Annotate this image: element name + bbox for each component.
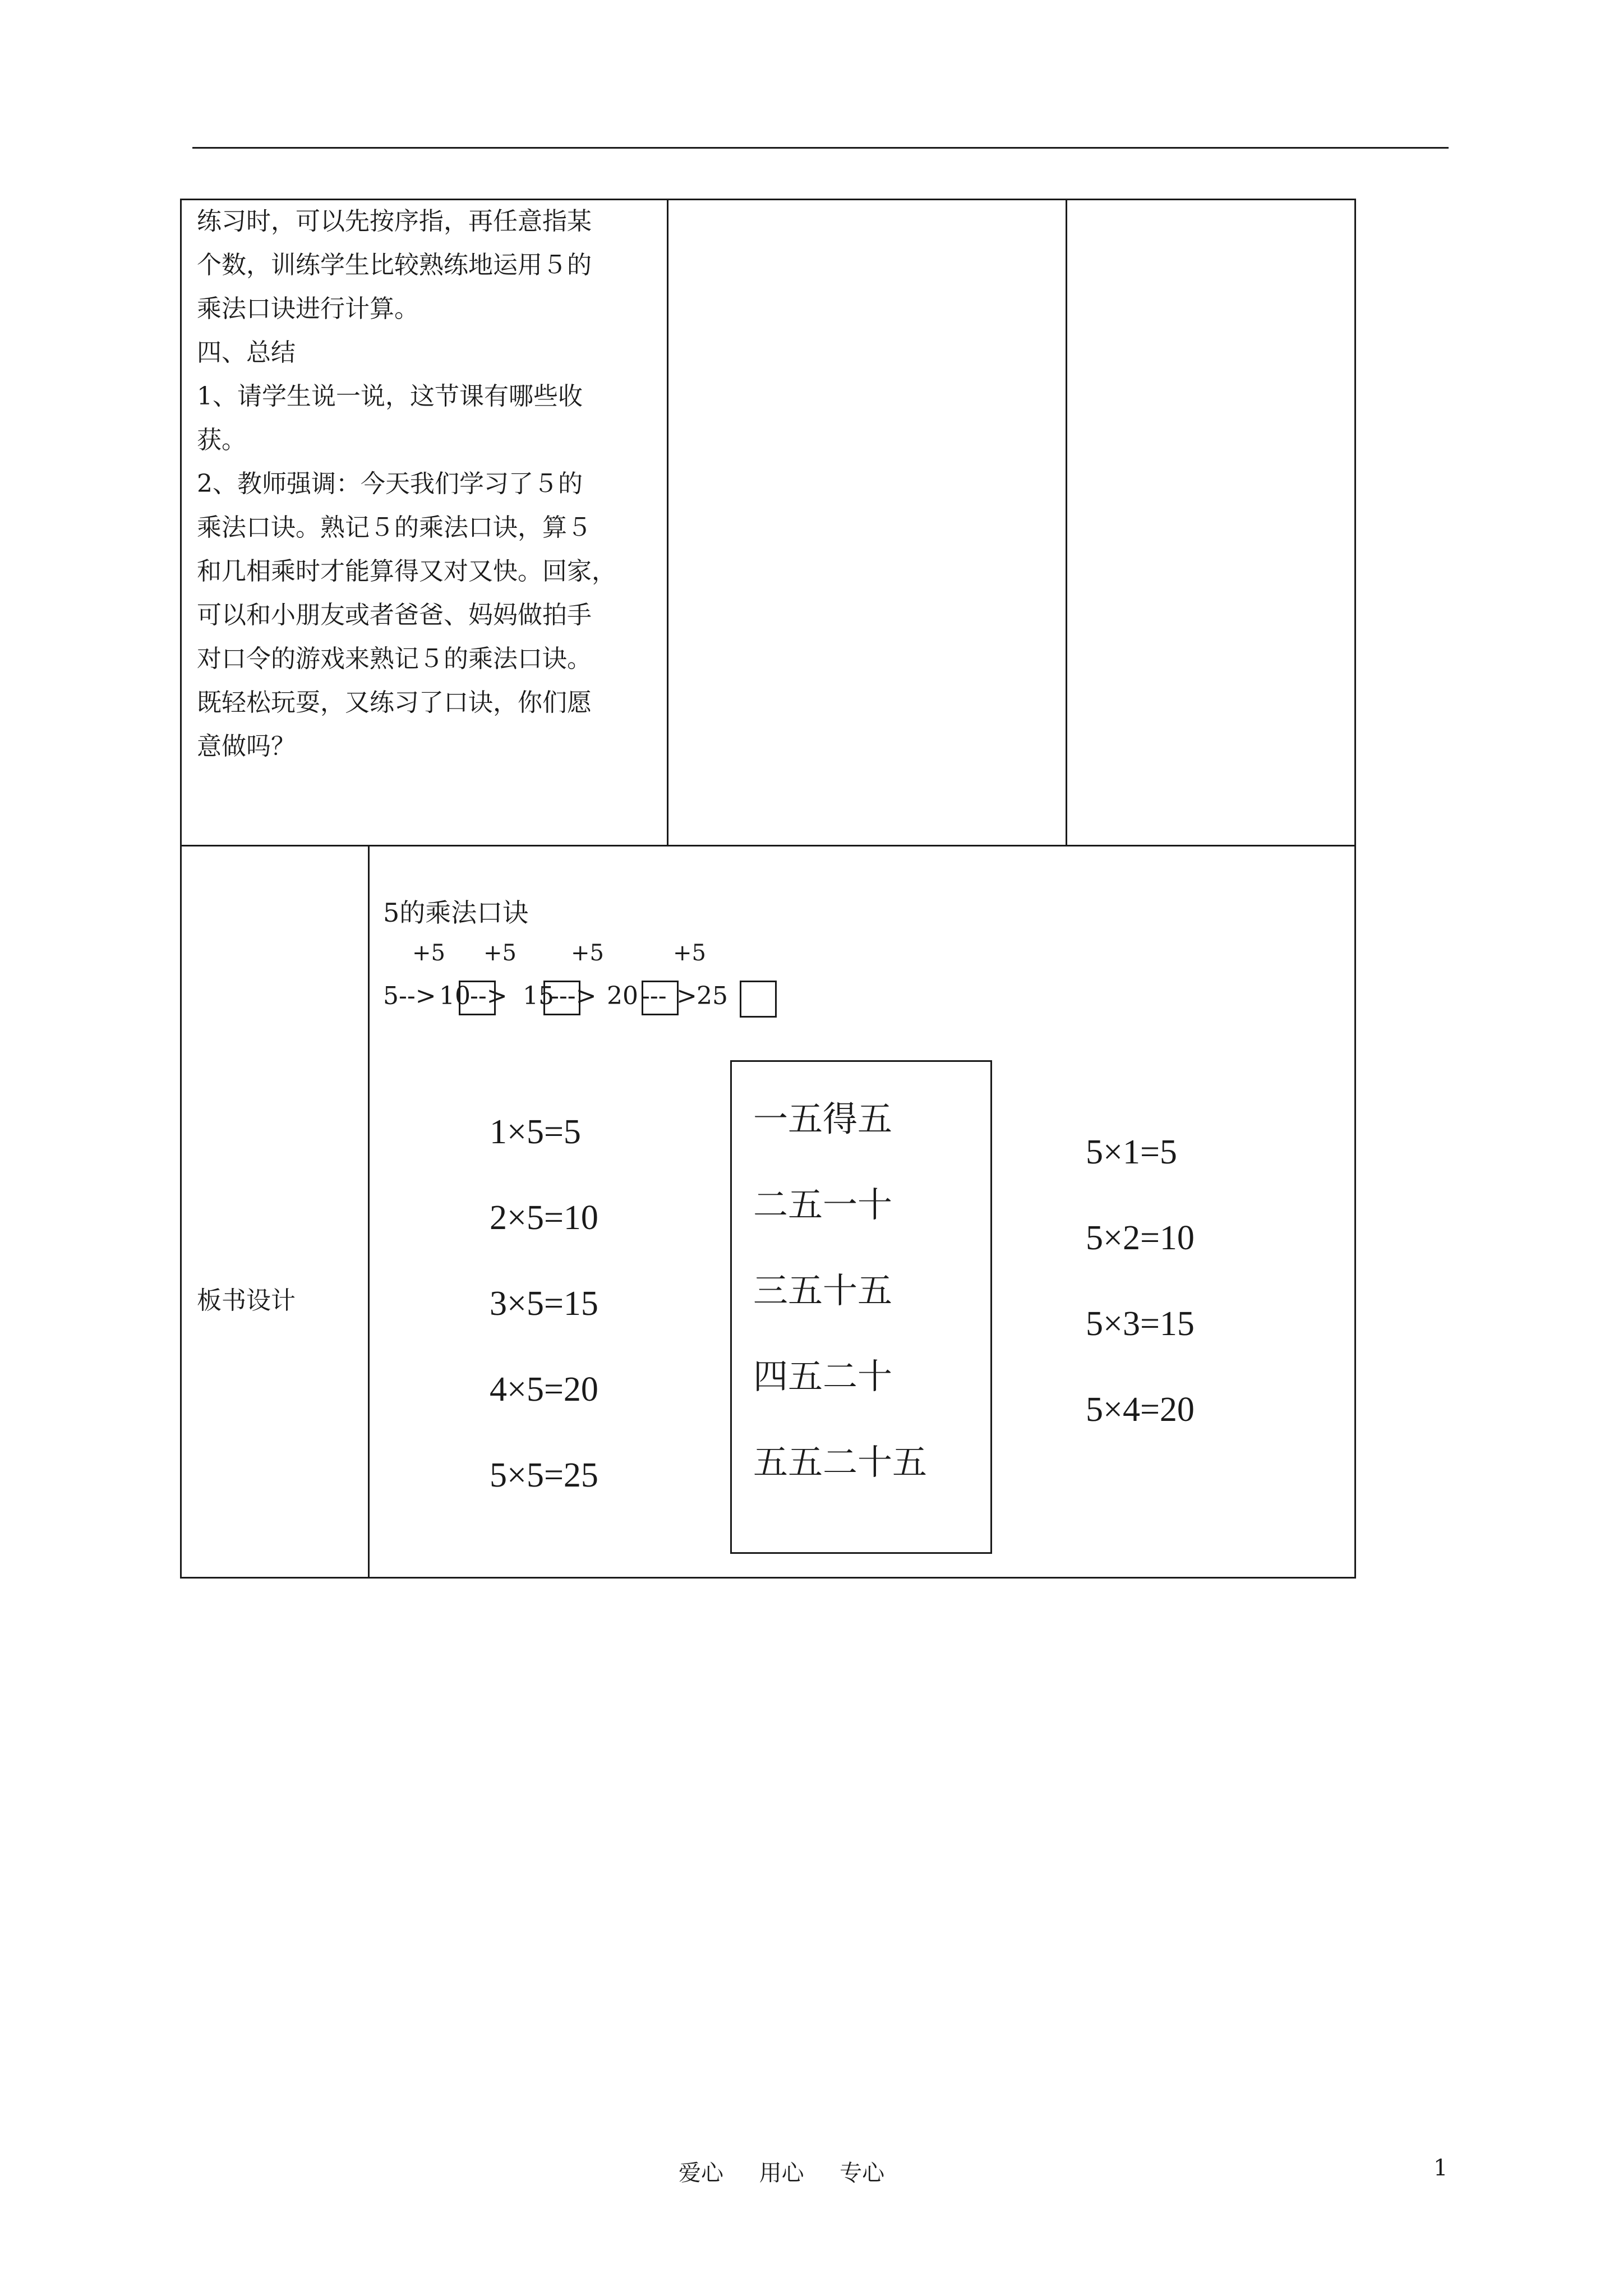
plus-label: +5 [483,940,517,966]
table-col-divider-1 [667,199,668,846]
table-col-divider-2 [1066,199,1067,846]
lesson-line: 意做吗？ [197,732,296,761]
equation: 2×5=10 [490,1199,598,1237]
plus-label: +5 [412,940,445,966]
lesson-line: 对口令的游戏来熟记５的乘法口诀。 [197,645,592,673]
lesson-line: 乘法口诀。熟记５的乘法口诀，算５ [197,513,592,542]
lesson-line: 可以和小朋友或者爸爸、妈妈做拍手 [197,601,592,629]
footer-motto: 爱心 用心 专心 [679,2160,885,2186]
table-border-right [1354,199,1356,1579]
board-row-label: 板书设计 [197,1286,296,1315]
rhyme-line: 一五得五 [753,1098,893,1139]
lesson-line: 个数，训练学生比较熟练地运用５的 [197,251,592,279]
lesson-line: 1、请学生说一说，这节课有哪些收 [197,382,583,411]
blank-box [543,981,580,1015]
lesson-line: 和几相乘时才能算得又对又快。回家， [197,557,616,586]
equation: 5×2=10 [1086,1219,1195,1257]
rhyme-line: 四五二十 [753,1356,893,1397]
equation: 1×5=5 [490,1113,581,1151]
blank-box [642,981,679,1015]
sequence-part: > [676,982,697,1010]
sequence-part: 10 [439,982,471,1010]
sequence-part: --- [642,982,667,1010]
plus-label: +5 [571,940,604,966]
blank-box [459,981,496,1015]
sequence-part: 20 [607,982,638,1010]
sequence-part: 25 [697,982,728,1010]
table-border-mid [180,845,1356,846]
sequence-part: 5--> [383,982,436,1010]
equation: 5×5=25 [490,1456,598,1494]
equation: 3×5=15 [490,1285,598,1323]
table-border-bottom [180,1577,1356,1579]
rhyme-line: 五五二十五 [753,1442,928,1483]
page-number: 1 [1433,2155,1448,2181]
table-col-divider-board [368,845,370,1578]
lesson-line: 既轻松玩耍，又练习了口诀，你们愿 [197,688,592,717]
equation: 4×5=20 [490,1370,598,1409]
blank-box [740,981,777,1018]
lesson-line: 乘法口诀进行计算。 [197,295,419,323]
lesson-line: 2、教师强调：今天我们学习了５的 [197,470,583,498]
board-title: 5的乘法口诀 [383,898,529,928]
rhyme-line: 三五十五 [753,1270,893,1311]
equation: 5×3=15 [1086,1305,1195,1343]
sequence-part: --> [470,982,508,1010]
lesson-line: 练习时，可以先按序指，再任意指某 [197,207,592,236]
header-rule [192,147,1449,149]
plus-label: +5 [673,940,706,966]
lesson-line: 四、总结 [197,338,296,367]
equation: 5×4=20 [1086,1391,1195,1429]
sequence-part: 15 [523,982,554,1010]
sequence-part: ---> [551,982,597,1010]
lesson-line: 获。 [197,426,246,454]
rhyme-line: 二五一十 [753,1184,893,1225]
equation: 5×1=5 [1086,1133,1177,1171]
table-border-left [180,199,182,1579]
